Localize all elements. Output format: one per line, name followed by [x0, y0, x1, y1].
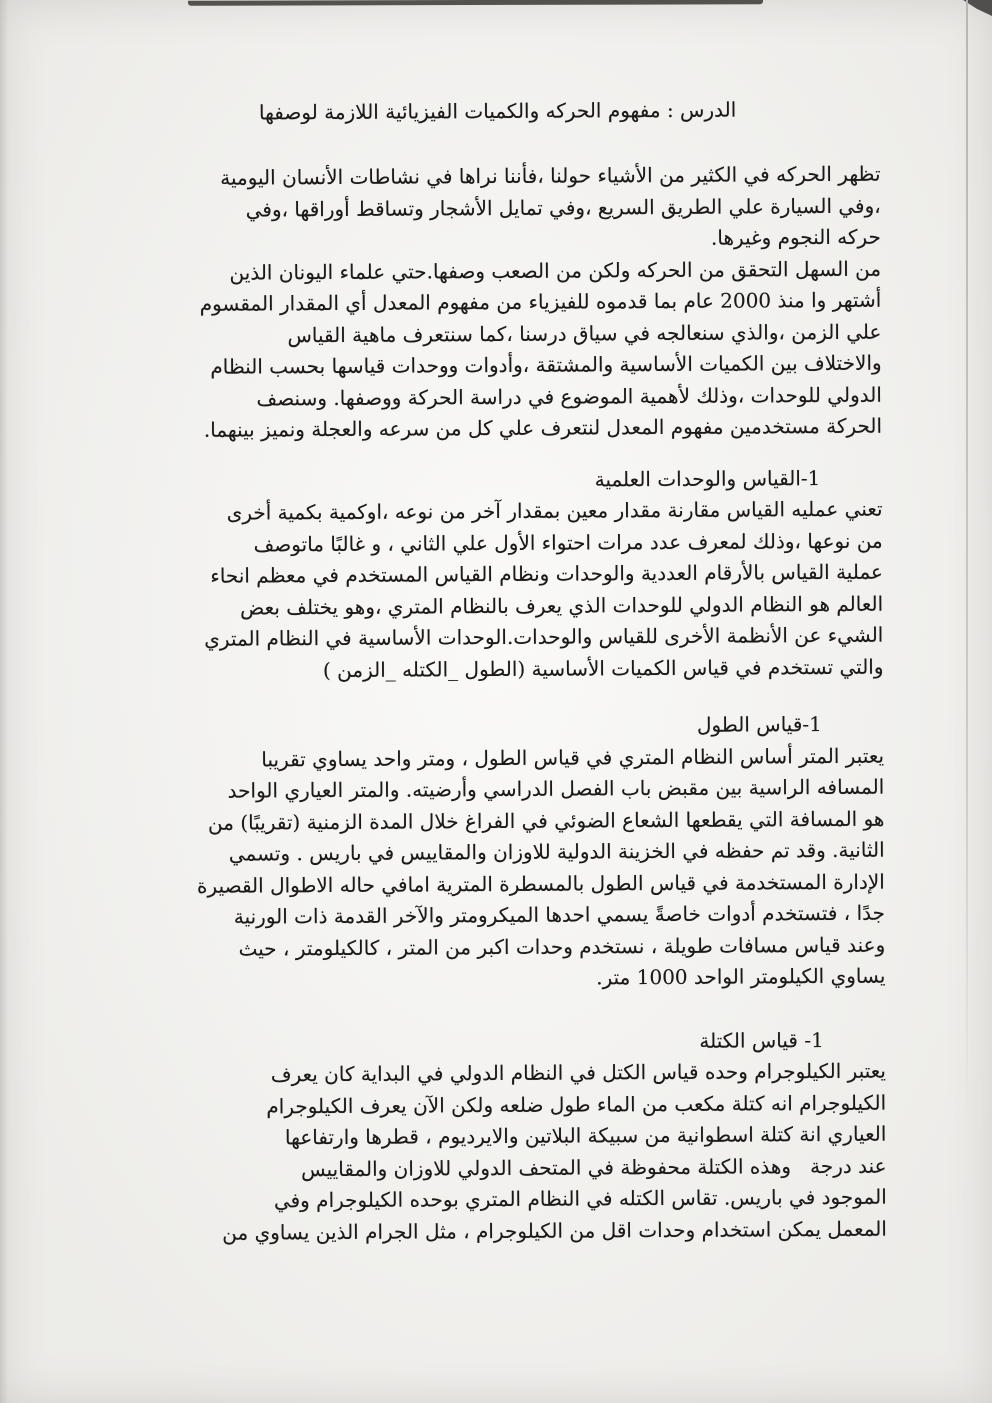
text-line: هو المسافة التي يقطعها الشعاع الضوئي في الفراغ خلال المدة الزمنية (تقريبًا) من: [207, 806, 885, 835]
text-line: الكيلوجرام انه كتلة مكعب من الماء طول ضلعه ولكن الآن يعرف الكيلوجرام: [266, 1090, 887, 1118]
text-line: المعمل يمكن استخدام وحدات اقل من الكيلوجرام ، مثل الجرام الذين يساوي من: [222, 1216, 887, 1245]
text-line: ،وفي السيارة علي الطريق السريع ،وفي تمايل الأشجار وتساقط أوراقها ،وفي: [245, 193, 881, 222]
document-sections: [115, 159, 887, 1250]
scan-artifact-corner-mark: [958, 0, 992, 16]
document-section: [121, 1024, 887, 1249]
text-line: والاختلاف بين الكميات الأساسية والمشتقة ،وأدوات ووحدات قياسها بحسب النظام: [210, 350, 882, 379]
text-line: يساوي الكيلومتر الواحد 1000 متر.: [596, 963, 886, 990]
text-line: من السهل التحقق من الحركه ولكن من الصعب وصفها.حتي علماء اليونان الذين: [229, 256, 882, 285]
text-line: والتي تستخدم في قياس الكميات الأساسية (الطول _الكتله _الزمن ): [322, 654, 884, 682]
section-heading: 1- قياس الكتلة: [699, 1027, 824, 1053]
text-line: المسافه الراسية بين مقبض باب الفصل الدراسي وأرضيته. والمتر العياري الواحد: [227, 774, 885, 803]
text-line: تعني عمليه القياس مقارنة مقدار معين بمقدار آخر من نوعه ،اوكمية بكمية أخرى: [226, 496, 883, 525]
text-line: الحركة مستخدمين مفهوم المعدل لنتعرف علي كل من سرعه والعجلة ونميز بينهما.: [203, 413, 883, 442]
text-line: تظهر الحركه في الكثير من الأشياء حولنا ،فأننا نراها في نشاطات الأنسان اليومية: [220, 161, 881, 190]
text-line: يعتبر المتر أساس النظام المتري في قياس الطول ، ومتر واحد يساوي تقريبا: [261, 743, 885, 771]
text-line: جدًا ، فتستخدم أدوات خاصةً يسمي احدها الميكرومتر والآخر القدمة ذات الورنية: [233, 900, 886, 929]
text-line: الإدارة المستخدمة في قياس الطول بالمسطرة المترية امافي حاله الاطوال القصيرة: [196, 869, 885, 898]
text-line: علي الزمن ،والذي سنعالجه في سياق درسنا ،كما سنتعرف ماهية القياس: [287, 319, 882, 347]
scan-artifact-right-edge-line: [966, 0, 968, 1120]
document-section: [119, 709, 886, 997]
document-title: الدرس : مفهوم الحركه والكميات الفيزيائية اللازمة لوصفها: [258, 97, 737, 125]
document-section: [115, 159, 882, 447]
text-line: الثانية. وقد تم حفظه في الخزينة الدولية للاوزان والمقاييس في باريس . وتسمي: [228, 837, 885, 866]
document-section: [117, 462, 883, 687]
text-line: الدولي للوحدات ،وذلك لأهمية الموضوع في دراسة الحركة ووصفها. وسنصف: [256, 382, 882, 410]
text-line: من نوعها ،وذلك لمعرف عدد مرات احتواء الأول علي الثاني ، و غالبًا ماتوصف: [253, 528, 883, 556]
section-heading: 1-قياس الطول: [696, 712, 822, 737]
text-line: وعند قياس مسافات طويلة ، نستخدم وحدات اكبر من المتر ، كالكيلومتر ، حيث: [238, 932, 886, 961]
text-line: الشيء عن الأنظمة الأخرى للقياس والوحدات.الوحدات الأساسية في النظام المتري: [204, 622, 884, 651]
text-line: الموجود في باريس. تقاس الكتله في النظام المتري بوحده الكيلوجرام وفي: [273, 1184, 887, 1213]
text-line: العياري انة كتلة اسطوانية من سبيكة البلاتين والايرديوم ، قطرها وارتفاعها: [284, 1121, 887, 1150]
text-line: حركه النجوم وغيرها.: [710, 224, 881, 250]
text-line: يعتبر الكيلوجرام وحده قياس الكتل في النظام الدولي في البداية كان يعرف: [270, 1058, 887, 1087]
text-line: عملية القياس بالأرقام العددية والوحدات ونظام القياس المستخدم في معظم انحاء: [210, 559, 883, 588]
text-line: العالم هو النظام الدولي للوحدات الذي يعرف بالنظام المتري ،وهو يختلف بعض: [240, 591, 884, 620]
text-line: عند درجة وهذه الكتلة محفوظة في المتحف الدولي للاوزان والمقاييس: [301, 1153, 887, 1181]
section-heading: 1-القياس والوحدات العلمية: [594, 465, 821, 491]
document-content: [115, 94, 887, 1250]
text-line: أشتهر وا منذ 2000 عام بما قدموه للفيزياء من مفهوم المعدل أي المقدار المقسوم: [199, 287, 882, 316]
scan-artifact-left-shade: [0, 0, 8, 1403]
scan-artifact-top-strip: [188, 0, 763, 6]
